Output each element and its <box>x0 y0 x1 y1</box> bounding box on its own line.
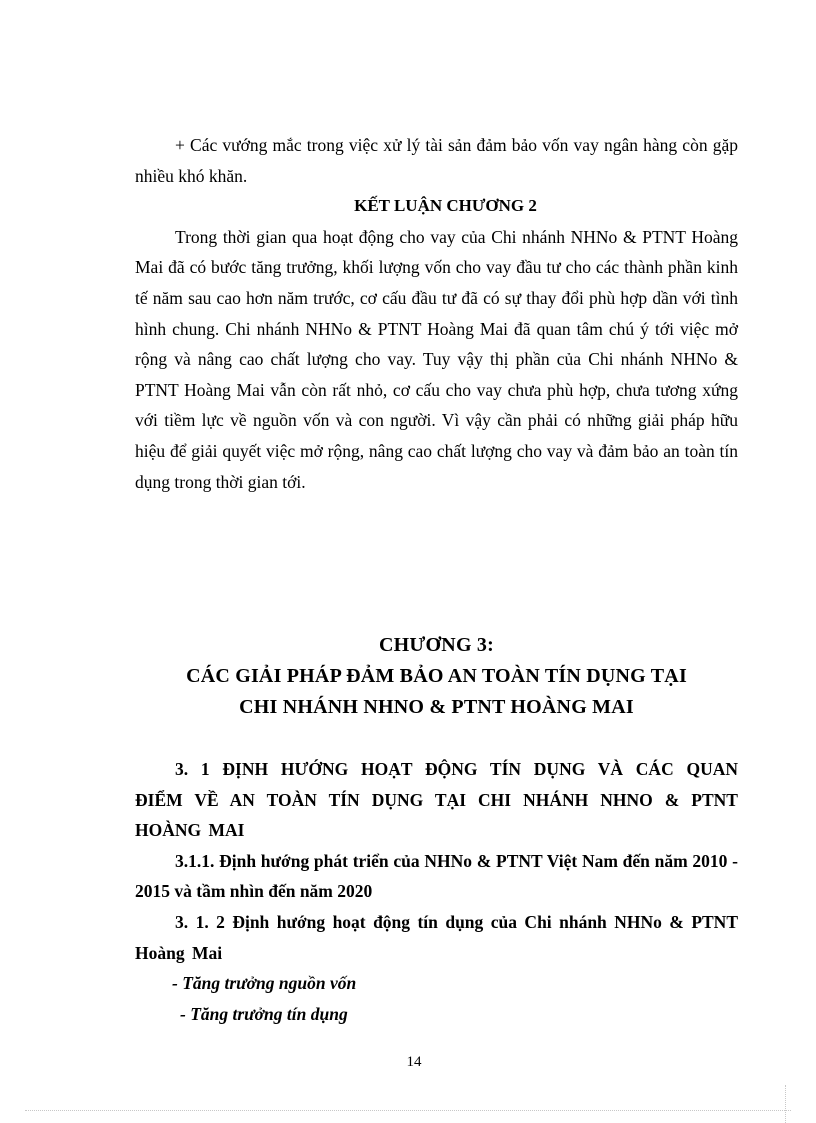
conclusion-paragraph: Trong thời gian qua hoạt động cho vay của Chi nhánh NHNo & PTNT Hoàng Mai đã có bước tăng trưởng, khối lượng vốn cho vay đầu tư cho các thành phần kinh tế năm sau cao hơn năm trước, cơ cấu đầu tư đã có sự thay đổi phù hợp dần với tình hình chung. Chi nhánh NHNo & PTNT Hoàng Mai đã quan tâm chú ý tới việc mở rộng và nâng cao chất lượng cho vay. Tuy vậy thị phần của Chi nhánh NHNo & PTNT Hoàng Mai vẫn còn rất nhỏ, cơ cấu cho vay chưa phù hợp, chưa tương xứng với tiềm lực về nguồn vốn và con người. Vì vậy cần phải có những giải pháp hữu hiệu để giải quyết việc mở rộng, nâng cao chất lượng cho vay và đảm bảo an toàn tín dụng trong thời gian tới. <box>135 226 738 492</box>
conclusion-title: KẾT LUẬN CHƯƠNG 2 <box>354 196 537 216</box>
list-item-credit-growth: - Tăng trưởng tín dụng <box>180 1003 348 1024</box>
chapter-title-line-1: CÁC GIẢI PHÁP ĐẢM BẢO AN TOÀN TÍN DỤNG TẠI <box>186 665 687 687</box>
page-corner-border <box>785 1085 786 1123</box>
list-item-funding-growth: - Tăng trưởng nguồn vốn <box>172 973 357 994</box>
chapter-title-line-2: CHI NHÁNH NHNO & PTNT HOÀNG MAI <box>239 696 634 718</box>
section-heading-3-1-1: 3.1.1. Định hướng phát triển của NHNo & PTNT Việt Nam đến năm 2010 - 2015 và tầm nhìn đến năm 2020 <box>135 850 738 902</box>
bullet-paragraph: + Các vướng mắc trong việc xử lý tài sản đảm bảo vốn vay ngân hàng còn gặp nhiều khó khăn. <box>135 135 738 186</box>
section-heading-3-1-2: 3. 1. 2 Định hướng hoạt động tín dụng của Chi nhánh NHNo & PTNT Hoàng Mai <box>135 911 738 963</box>
body-text <box>135 130 738 497</box>
chapter-number: CHƯƠNG 3: <box>379 634 494 656</box>
section-3-1 <box>135 754 738 1029</box>
section-heading-3-1: 3. 1 ĐỊNH HƯỚNG HOẠT ĐỘNG TÍN DỤNG VÀ CÁC QUAN ĐIỂM VỀ AN TOÀN TÍN DỤNG TẠI CHI NHÁNH NHNO & PTNT HOÀNG MAI <box>135 759 738 841</box>
page-number: 14 <box>406 1054 422 1070</box>
page-bottom-border <box>25 1110 791 1111</box>
chapter-heading <box>135 630 738 723</box>
